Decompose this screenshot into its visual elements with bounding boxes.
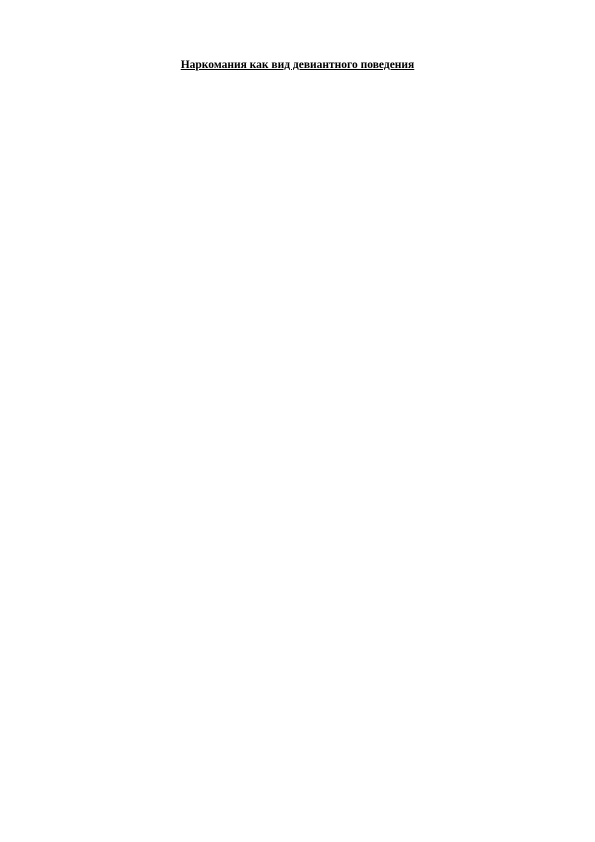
document-title: Наркомания как вид девиантного поведения [180,59,415,71]
